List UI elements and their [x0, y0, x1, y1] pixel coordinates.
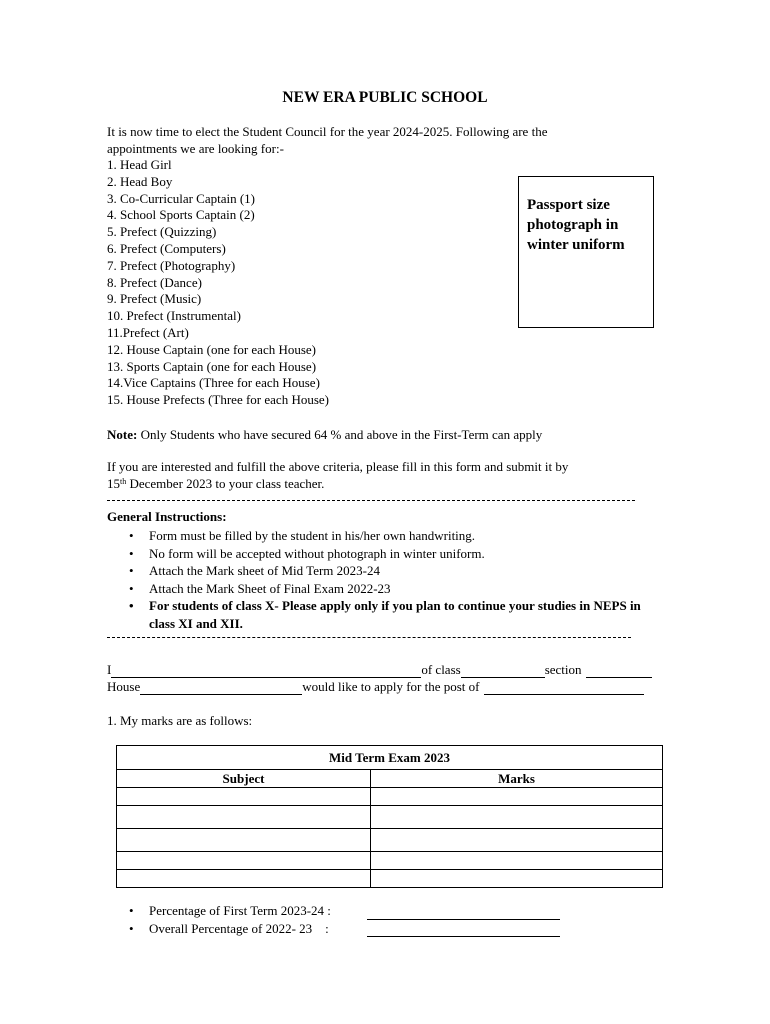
- photo-box-label: [527, 195, 625, 255]
- instruction-item: • Form must be filled by the student in his/her own handwriting.: [127, 527, 647, 545]
- eligibility-note: [107, 427, 542, 444]
- subject-cell[interactable]: [117, 788, 371, 806]
- marks-table-title: Mid Term Exam 2023: [117, 746, 663, 770]
- i-label: I: [107, 662, 112, 677]
- submission-deadline: December 2023 to your class teacher.: [126, 475, 325, 491]
- table-row: [117, 870, 663, 888]
- photo-label-line-3: winter uniform: [527, 237, 625, 253]
- overall-percentage-label: Overall Percentage of 2022- 23 :: [149, 920, 329, 936]
- note-text: Only Students who have secured 64 % and above in the First-Term can apply: [137, 427, 543, 442]
- name-field[interactable]: [111, 664, 421, 678]
- post-field[interactable]: [484, 681, 644, 695]
- subject-cell[interactable]: [117, 852, 371, 870]
- submission-line-1: If you are interested and fulfill the above criteria, please fill in this form and submit it by: [107, 459, 569, 474]
- mid-term-marks-table: [116, 745, 663, 888]
- house-label: House: [107, 679, 141, 694]
- page-title: NEW ERA PUBLIC SCHOOL: [282, 89, 488, 106]
- appointment-item: 5. Prefect (Quizzing): [107, 224, 217, 240]
- marks-cell[interactable]: [371, 806, 663, 829]
- appointment-item: 10. Prefect (Instrumental): [107, 308, 241, 324]
- first-term-percentage-field[interactable]: [367, 907, 560, 920]
- instruction-item: • Attach the Mark Sheet of Final Exam 2022-23: [127, 580, 647, 598]
- table-row: [117, 852, 663, 870]
- marks-column-header: Marks: [371, 770, 663, 788]
- applicant-name-row: [107, 661, 662, 678]
- dashed-divider: [107, 637, 631, 638]
- appointment-item: 15. House Prefects (Three for each House): [107, 392, 329, 408]
- table-row: [117, 788, 663, 806]
- submission-paragraph: [107, 459, 568, 493]
- marks-cell[interactable]: [371, 829, 663, 852]
- overall-percentage-row: [127, 920, 560, 938]
- appointment-item: 6. Prefect (Computers): [107, 240, 226, 256]
- marks-cell[interactable]: [371, 852, 663, 870]
- section-label: section: [544, 662, 582, 677]
- appointments-list: [107, 157, 329, 409]
- percentage-list: [127, 902, 560, 937]
- submission-day: 15: [107, 475, 120, 491]
- appointment-item: 12. House Captain (one for each House): [107, 341, 317, 357]
- appointment-item: 14.Vice Captains (Three for each House): [107, 375, 320, 391]
- appointment-item: 4. School Sports Captain (2): [107, 207, 255, 223]
- class-field[interactable]: [461, 664, 545, 678]
- first-term-percentage-label: Percentage of First Term 2023-24 :: [149, 903, 331, 918]
- photo-label-line-1: Passport size: [527, 197, 610, 213]
- subject-cell[interactable]: [117, 829, 371, 852]
- submission-line-2: [107, 476, 568, 493]
- submission-day-suffix: th: [120, 476, 127, 486]
- overall-percentage-field[interactable]: [367, 924, 560, 937]
- of-class-label: of class: [421, 662, 461, 677]
- table-row: [117, 829, 663, 852]
- apply-post-label: would like to apply for the post of: [302, 679, 480, 694]
- marks-heading: 1. My marks are as follows:: [107, 713, 253, 728]
- appointment-item: 8. Prefect (Dance): [107, 274, 202, 290]
- passport-photo-box[interactable]: [518, 176, 654, 328]
- appointment-item: 9. Prefect (Music): [107, 291, 202, 307]
- instruction-item: • For students of class X- Please apply only if you plan to continue your studies in NEPS in class XI and XII.: [127, 597, 647, 632]
- subject-cell[interactable]: [117, 806, 371, 829]
- instructions-title: General Instructions:: [107, 509, 227, 524]
- subject-cell[interactable]: [117, 870, 371, 888]
- intro-paragraph: [107, 124, 547, 158]
- instruction-item: • Attach the Mark sheet of Mid Term 2023-24: [127, 562, 647, 580]
- first-term-percentage-row: [127, 902, 560, 920]
- marks-cell[interactable]: [371, 870, 663, 888]
- house-post-row: [107, 678, 662, 695]
- intro-line-2: appointments we are looking for:-: [107, 140, 284, 156]
- appointment-item: 7. Prefect (Photography): [107, 257, 236, 273]
- table-row: [117, 806, 663, 829]
- dashed-divider: [107, 500, 635, 501]
- house-field[interactable]: [140, 681, 302, 695]
- appointment-item: 1. Head Girl: [107, 157, 172, 172]
- instructions-list: [127, 527, 647, 633]
- appointment-item: 3. Co-Curricular Captain (1): [107, 190, 256, 206]
- marks-cell[interactable]: [371, 788, 663, 806]
- note-label: Note:: [107, 427, 138, 442]
- appointment-item: 13. Sports Captain (one for each House): [107, 358, 317, 374]
- subject-column-header: Subject: [117, 770, 371, 788]
- photo-label-line-2: photograph in: [527, 217, 619, 233]
- instruction-item: • No form will be accepted without photograph in winter uniform.: [127, 545, 647, 563]
- appointment-item: 11.Prefect (Art): [107, 324, 189, 340]
- section-field[interactable]: [586, 664, 652, 678]
- appointment-item: 2. Head Boy: [107, 173, 173, 189]
- intro-line-1: It is now time to elect the Student Council for the year 2024-2025. Following are the: [107, 124, 548, 139]
